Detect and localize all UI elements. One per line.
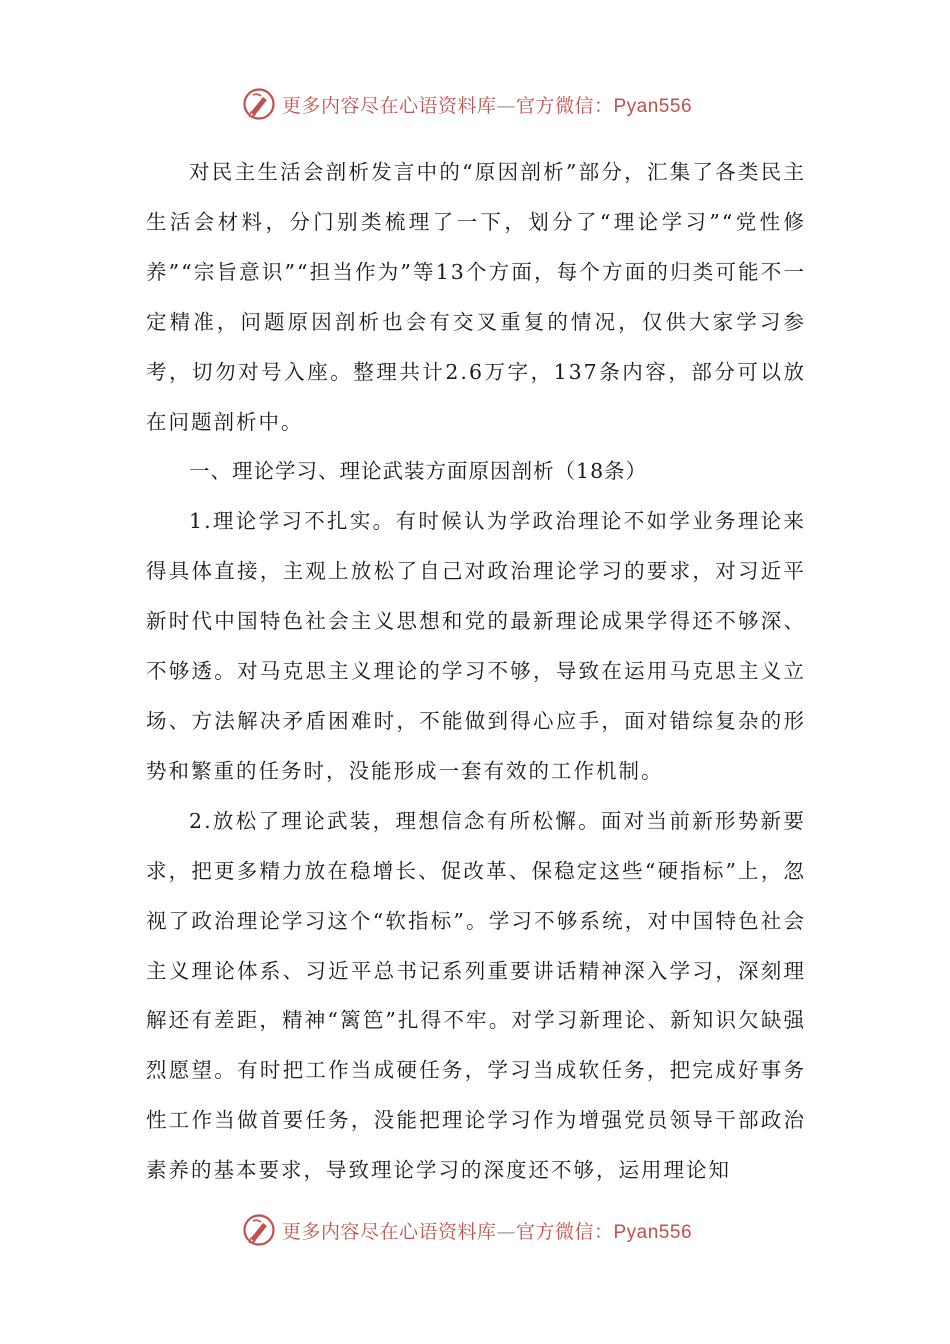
header-watermark-wx-id: Pyan556: [613, 95, 693, 117]
header-watermark-wx-label: 官方微信：: [515, 94, 614, 117]
pen-logo-icon: [242, 1213, 276, 1247]
document-body: [146, 148, 806, 1196]
footer-watermark-wx-label: 官方微信：: [515, 1220, 614, 1243]
footer-watermark-wx-id: Pyan556: [613, 1221, 693, 1243]
footer-watermark-banner: [0, 1210, 950, 1250]
pen-logo-icon: [242, 87, 276, 121]
header-watermark-main: 更多内容尽在心语资料库: [281, 94, 497, 117]
footer-watermark-inner: [242, 1213, 692, 1247]
footer-watermark-text: [282, 1217, 692, 1244]
header-watermark-inner: [242, 87, 692, 121]
footer-watermark-dash: —: [496, 1220, 516, 1243]
item-1-paragraph: 1.理论学习不扎实。有时候认为学政治理论不如学业务理论来得具体直接，主观上放松了自己对政治理论学习的要求，对习近平新时代中国特色社会主义思想和党的最新理论成果学得还不够深、不够透。对马克思主义理论的学习不够，导致在运用马克思主义立场、方法解决矛盾困难时，不能做到得心应手，面对错综复杂的形势和繁重的任务时，没能形成一套有效的工作机制。: [146, 509, 806, 783]
footer-watermark-main: 更多内容尽在心语资料库: [281, 1220, 497, 1243]
header-watermark-banner: [0, 84, 950, 124]
header-watermark-dash: —: [496, 94, 516, 117]
section-heading: 一、理论学习、理论武装方面原因剖析（18条）: [189, 459, 648, 484]
header-watermark-text: [282, 91, 692, 118]
intro-paragraph: 对民主生活会剖析发言中的“原因剖析”部分，汇集了各类民主生活会材料，分门别类梳理了一下，划分了“理论学习”“党性修养”“宗旨意识”“担当作为”等13个方面，每个方面的归类可能不一定精准，问题原因剖析也会有交叉重复的情况，仅供大家学习参考，切勿对号入座。整理共计2.6万字，137条内容，部分可以放在问题剖析中。: [146, 160, 806, 434]
item-2-paragraph: 2.放松了理论武装，理想信念有所松懈。面对当前新形势新要求，把更多精力放在稳增长、促改革、保稳定这些“硬指标”上，忽视了政治理论学习这个“软指标”。学习不够系统，对中国特色社会主义理论体系、习近平总书记系列重要讲话精神深入学习，深刻理解还有差距，精神“篱笆”扎得不牢。对学习新理论、新知识欠缺强烈愿望。有时把工作当成硬任务，学习当成软任务，把完成好事务性工作当做首要任务，没能把理论学习作为增强党员领导干部政治素养的基本要求，导致理论学习的深度还不够，运用理论知: [146, 808, 806, 1183]
